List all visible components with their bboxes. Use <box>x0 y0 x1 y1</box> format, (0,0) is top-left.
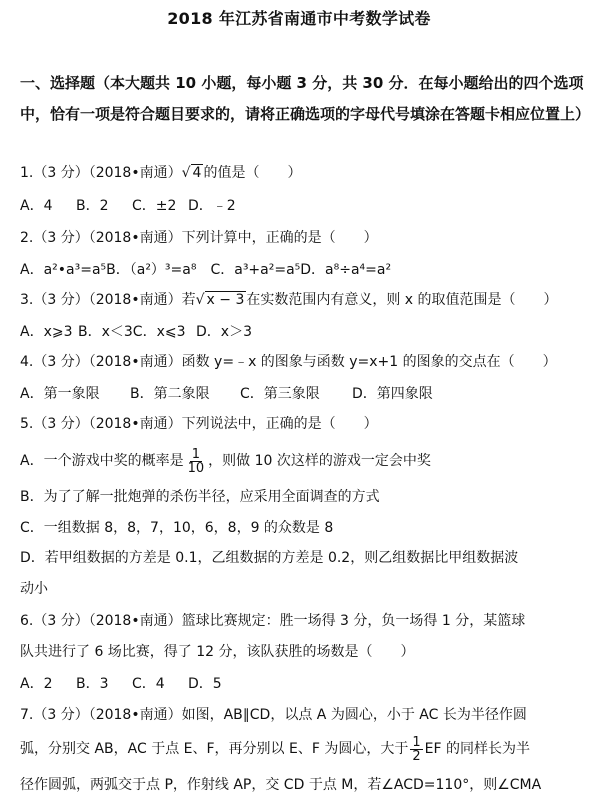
question-4-stem: 4.（3 分）（2018•南通）函数 y=﹣x 的图象与函数 y=x+1 的图象的交点在（ ） <box>20 354 557 370</box>
question-2-options: A．a²•a³=a⁵B．（a²）³=a⁸ C．a³+a²=a⁵D．a⁸÷a⁴=a² <box>20 262 392 278</box>
question-2-stem: 2.（3 分）（2018•南通）下列计算中，正确的是（ ） <box>20 230 378 246</box>
fraction: $\frac{1}{2}$ <box>412 734 421 764</box>
option-d: D．﹣2 <box>188 198 236 214</box>
section-heading: 一、选择题（本大题共 10 小题，每小题 3 分，共 30 分．在每小题给出的四个选项中，恰有一项是符合题目要求的，请将正确选项的字母代号填涂在答题卡相应位置上） <box>20 74 591 123</box>
question-7-line-1: 7.（3 分）（2018•南通）如图，AB∥CD，以点 A 为圆心，小于 AC 长为半径作圆 <box>20 707 527 723</box>
option-b-c: B．x＜3C．x⩽3 <box>78 324 186 340</box>
question-3-options <box>20 322 252 342</box>
page-title: 2018 年江苏省南通市中考数学试卷 <box>167 9 431 28</box>
question-6-line-2: 队共进行了 6 场比赛，得了 12 分，该队获胜的场数是（ ） <box>20 644 415 660</box>
question-6-line-1: 6.（3 分）（2018•南通）篮球比赛规定：胜一场得 3 分，负一场得 1 分，某篮球 <box>20 613 526 629</box>
option-d: D．第四象限 <box>352 386 433 402</box>
question-3-prefix: 3.（3 分）（2018•南通）若 <box>20 292 196 308</box>
question-7-line-2: 弧，分别交 AB，AC 于点 E、F，再分别以 E、F 为圆心，大于 $\frac{1}{2}$ EF 的同样长为半 <box>20 734 530 764</box>
question-5-stem: 5.（3 分）（2018•南通）下列说法中，正确的是（ ） <box>20 416 378 432</box>
option-a: A．2 <box>20 676 53 692</box>
option-a: A．第一象限 <box>20 386 100 402</box>
option-c: C．±2 <box>132 198 177 214</box>
question-5-option-b: B．为了了解一批炮弹的杀伤半径，应采用全面调查的方式 <box>20 489 380 505</box>
option-b: B．第二象限 <box>130 386 210 402</box>
sqrt-expression: √ x − 3 <box>195 292 245 308</box>
question-7-line-3: 径作圆弧，两弧交于点 P，作射线 AP，交 CD 于点 M，若∠ACD=110°，则∠CMA <box>20 777 542 793</box>
option-d: D．5 <box>188 676 222 692</box>
question-5-option-d: D．若甲组数据的方差是 0.1，乙组数据的方差是 0.2，则乙组数据比甲组数据波 <box>20 550 519 566</box>
fraction: $\frac{1}{10}$ <box>187 446 205 476</box>
question-1-suffix: 的值是（ ） <box>203 165 302 181</box>
question-6-options <box>20 674 222 694</box>
option-a: A．4 <box>20 198 53 214</box>
question-1-options <box>20 196 236 216</box>
question-3-suffix: 在实数范围内有意义，则 x 的取值范围是（ ） <box>246 292 558 308</box>
option-b: B．3 <box>76 676 109 692</box>
option-a: A．x⩾3 <box>20 324 73 340</box>
question-1-stem <box>20 163 301 183</box>
question-4-options <box>20 384 433 404</box>
option-b: B．2 <box>76 198 109 214</box>
question-5-option-d-cont: 动小 <box>20 581 48 597</box>
sqrt-expression: √ 4 <box>181 165 202 181</box>
option-c: C．第三象限 <box>240 386 320 402</box>
option-c: C．4 <box>132 676 165 692</box>
question-3-stem <box>20 290 558 310</box>
question-5-option-c: C．一组数据 8，8，7，10，6，8，9 的众数是 8 <box>20 520 334 536</box>
question-5-option-a: A．一个游戏中奖的概率是 $\frac{1}{10}$ ，则做 10 次这样的游戏一定会中奖 <box>20 446 431 476</box>
option-d: D．x＞3 <box>196 324 252 340</box>
question-1-prefix: 1.（3 分）（2018•南通） <box>20 165 182 181</box>
